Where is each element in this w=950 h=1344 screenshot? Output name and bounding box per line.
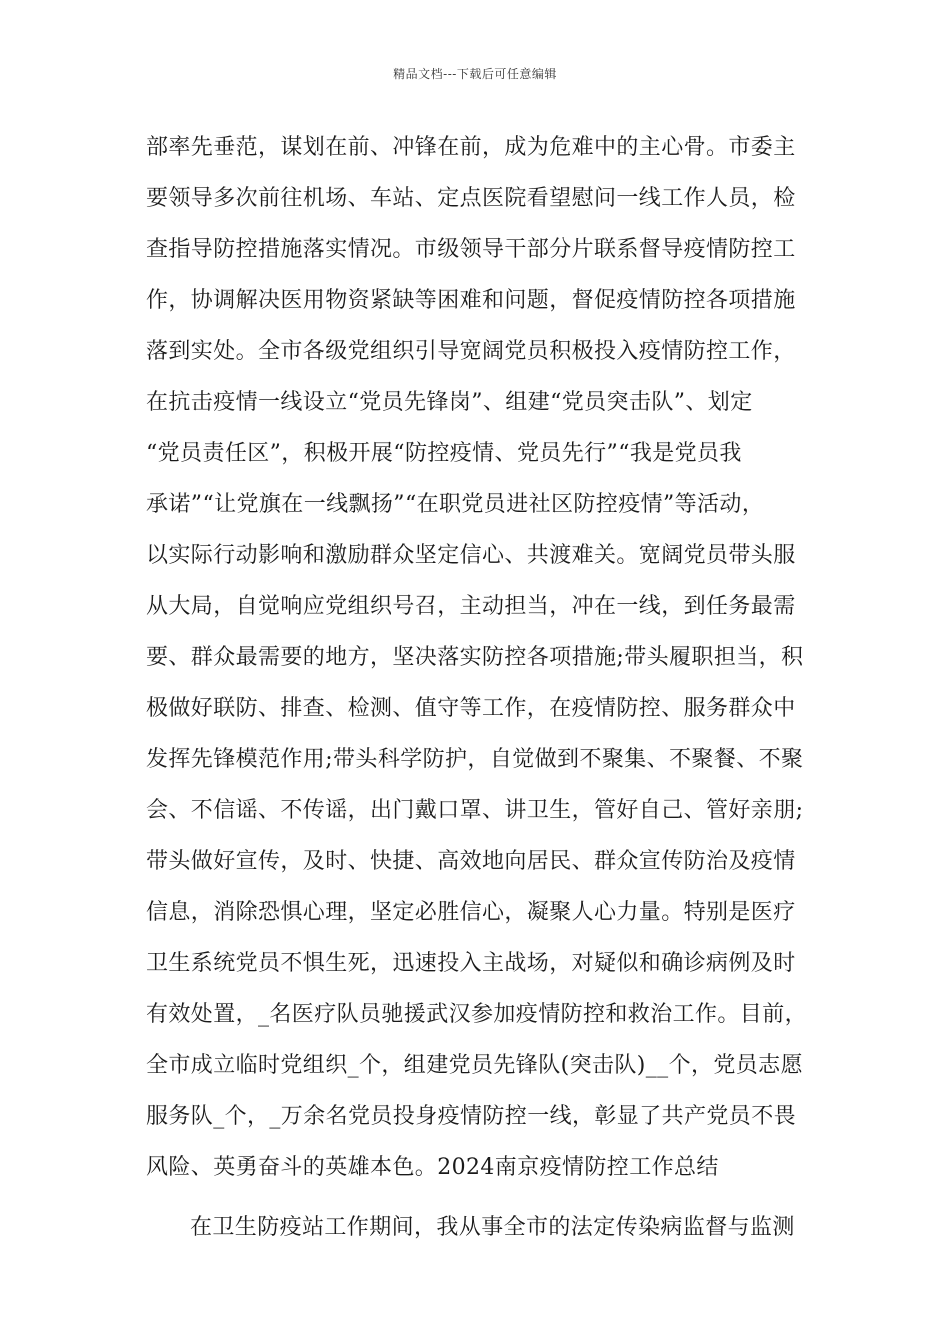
body-line: 落到实处。全市各级党组织引导宽阔党员积极投入疫情防控工作，	[146, 339, 796, 364]
body-line: 有效处置，_名医疗队员驰援武汉参加疫情防控和救治工作。目前，	[146, 1002, 808, 1027]
body-line: 承诺”“让党旗在一线飘扬”“在职党员进社区防控疫情”等活动，	[146, 492, 765, 517]
body-line: 作，协调解决医用物资紧缺等困难和问题，督促疫情防控各项措施	[146, 288, 796, 313]
page-header: 精品文档---下载后可任意编辑	[393, 67, 557, 81]
body-line: 会、不信谣、不传谣，出门戴口罩、讲卫生，管好自己、管好亲朋;	[146, 798, 804, 823]
body-line: 信息，消除恐惧心理，坚定必胜信心，凝聚人心力量。特别是医疗	[146, 900, 796, 925]
body-line: 全市成立临时党组织_个，组建党员先锋队(突击队)__个，党员志愿	[146, 1053, 803, 1078]
body-line: 服务队_个，_万余名党员投身疫情防控一线，彰显了共产党员不畏	[146, 1104, 797, 1129]
body-line: 带头做好宣传，及时、快捷、高效地向居民、群众宣传防治及疫情	[146, 849, 796, 874]
body-line: 从大局，自觉响应党组织号召，主动担当，冲在一线，到任务最需	[146, 594, 796, 619]
body-line: 要、群众最需要的地方，坚决落实防控各项措施;带头履职担当，积	[146, 645, 804, 670]
paragraph-start-line: 在卫生防疫站工作期间，我从事全市的法定传染病监督与监测	[190, 1215, 795, 1240]
body-line: 以实际行动影响和激励群众坚定信心、共渡难关。宽阔党员带头服	[146, 543, 796, 568]
body-line: 极做好联防、排查、检测、值守等工作，在疫情防控、服务群众中	[146, 696, 796, 721]
body-line: 部率先垂范，谋划在前、冲锋在前，成为危难中的主心骨。市委主	[146, 135, 796, 160]
body-line: 发挥先锋模范作用;带头科学防护，自觉做到不聚集、不聚餐、不聚	[146, 747, 804, 772]
body-line: 查指导防控措施落实情况。市级领导干部分片联系督导疫情防控工	[146, 237, 796, 262]
body-line: 风险、英勇奋斗的英雄本色。2024南京疫情防控工作总结	[146, 1155, 719, 1180]
body-line: 在抗击疫情一线设立“党员先锋岗”、组建“党员突击队”、划定	[146, 390, 753, 415]
body-line: 要领导多次前往机场、车站、定点医院看望慰问一线工作人员，检	[146, 186, 796, 211]
body-line: 卫生系统党员不惧生死，迅速投入主战场，对疑似和确诊病例及时	[146, 951, 796, 976]
body-line: “党员责任区”，积极开展“防控疫情、党员先行”“我是党员我	[146, 441, 742, 466]
